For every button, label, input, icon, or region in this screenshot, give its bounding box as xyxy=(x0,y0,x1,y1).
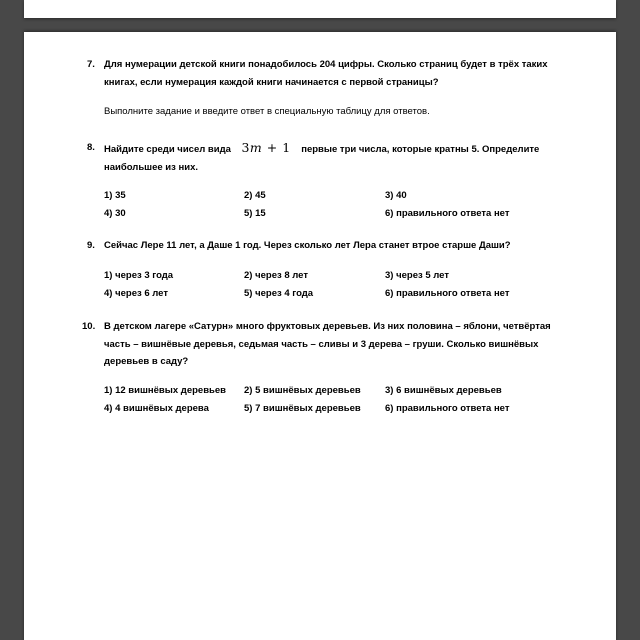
question-line: часть – вишнёвые деревья, седьмая часть – сливы и 3 дерева – груши. Сколько вишнёвых xyxy=(104,338,539,350)
answer-option: 4) 4 вишнёвых дерева xyxy=(104,403,209,414)
answer-option: 1) через 3 года xyxy=(104,270,174,281)
answer-option: 3) через 5 лет xyxy=(385,270,449,281)
question-line: Сейчас Лере 11 лет, а Даше 1 год. Через сколько лет Лера станет втрое старше Даши? xyxy=(104,240,511,251)
answer-option: 5) 7 вишнёвых деревьев xyxy=(244,403,361,414)
question-line: Для нумерации детской книги понадобилось 204 цифры. Сколько страниц будет в трёх таких xyxy=(104,59,548,70)
answer-option: 6) правильного ответа нет xyxy=(385,208,510,219)
question-line: В детском лагере «Сатурн» много фруктовых деревьев. Из них половина – яблони, четвёртая xyxy=(104,321,551,332)
question-number: 8. xyxy=(87,142,95,153)
question-text xyxy=(104,139,594,176)
question-number: 7. xyxy=(87,59,95,70)
question-line: деревьев в саду? xyxy=(104,356,189,367)
question-number: 9. xyxy=(87,240,95,251)
previous-page-bottom xyxy=(24,0,616,18)
answer-option: 5) через 4 года xyxy=(244,288,314,299)
answer-option: 3) 6 вишнёвых деревьев xyxy=(385,385,502,396)
question-line xyxy=(104,139,594,159)
answer-option: 2) 45 xyxy=(244,190,266,201)
question-text-part: первые три числа, которые кратны 5. Определите xyxy=(301,144,540,155)
question-text xyxy=(104,237,594,255)
answer-instruction: Выполните задание и введите ответ в специальную таблицу для ответов. xyxy=(104,106,430,117)
answer-option: 1) 35 xyxy=(104,190,126,201)
question-number: 10. xyxy=(82,321,96,332)
question-text-part: Найдите среди чисел вида xyxy=(104,144,231,155)
answer-option: 4) через 6 лет xyxy=(104,288,168,299)
answer-option: 2) 5 вишнёвых деревьев xyxy=(244,385,361,396)
document-page xyxy=(24,32,616,640)
answer-option: 3) 40 xyxy=(385,190,407,201)
question-line: книгах, если нумерация каждой книги начинается с первой страницы? xyxy=(104,76,439,88)
formula: 3m + 1 xyxy=(241,140,291,155)
answer-option: 2) через 8 лет xyxy=(244,270,308,281)
answer-option: 4) 30 xyxy=(104,208,126,219)
answer-option: 6) правильного ответа нет xyxy=(385,403,510,414)
answer-option: 6) правильного ответа нет xyxy=(385,288,510,299)
answer-option: 5) 15 xyxy=(244,208,266,219)
question-text xyxy=(104,318,594,371)
question-line: наибольшее из них. xyxy=(104,161,198,173)
question-text xyxy=(104,56,594,91)
answer-option: 1) 12 вишнёвых деревьев xyxy=(104,385,226,396)
